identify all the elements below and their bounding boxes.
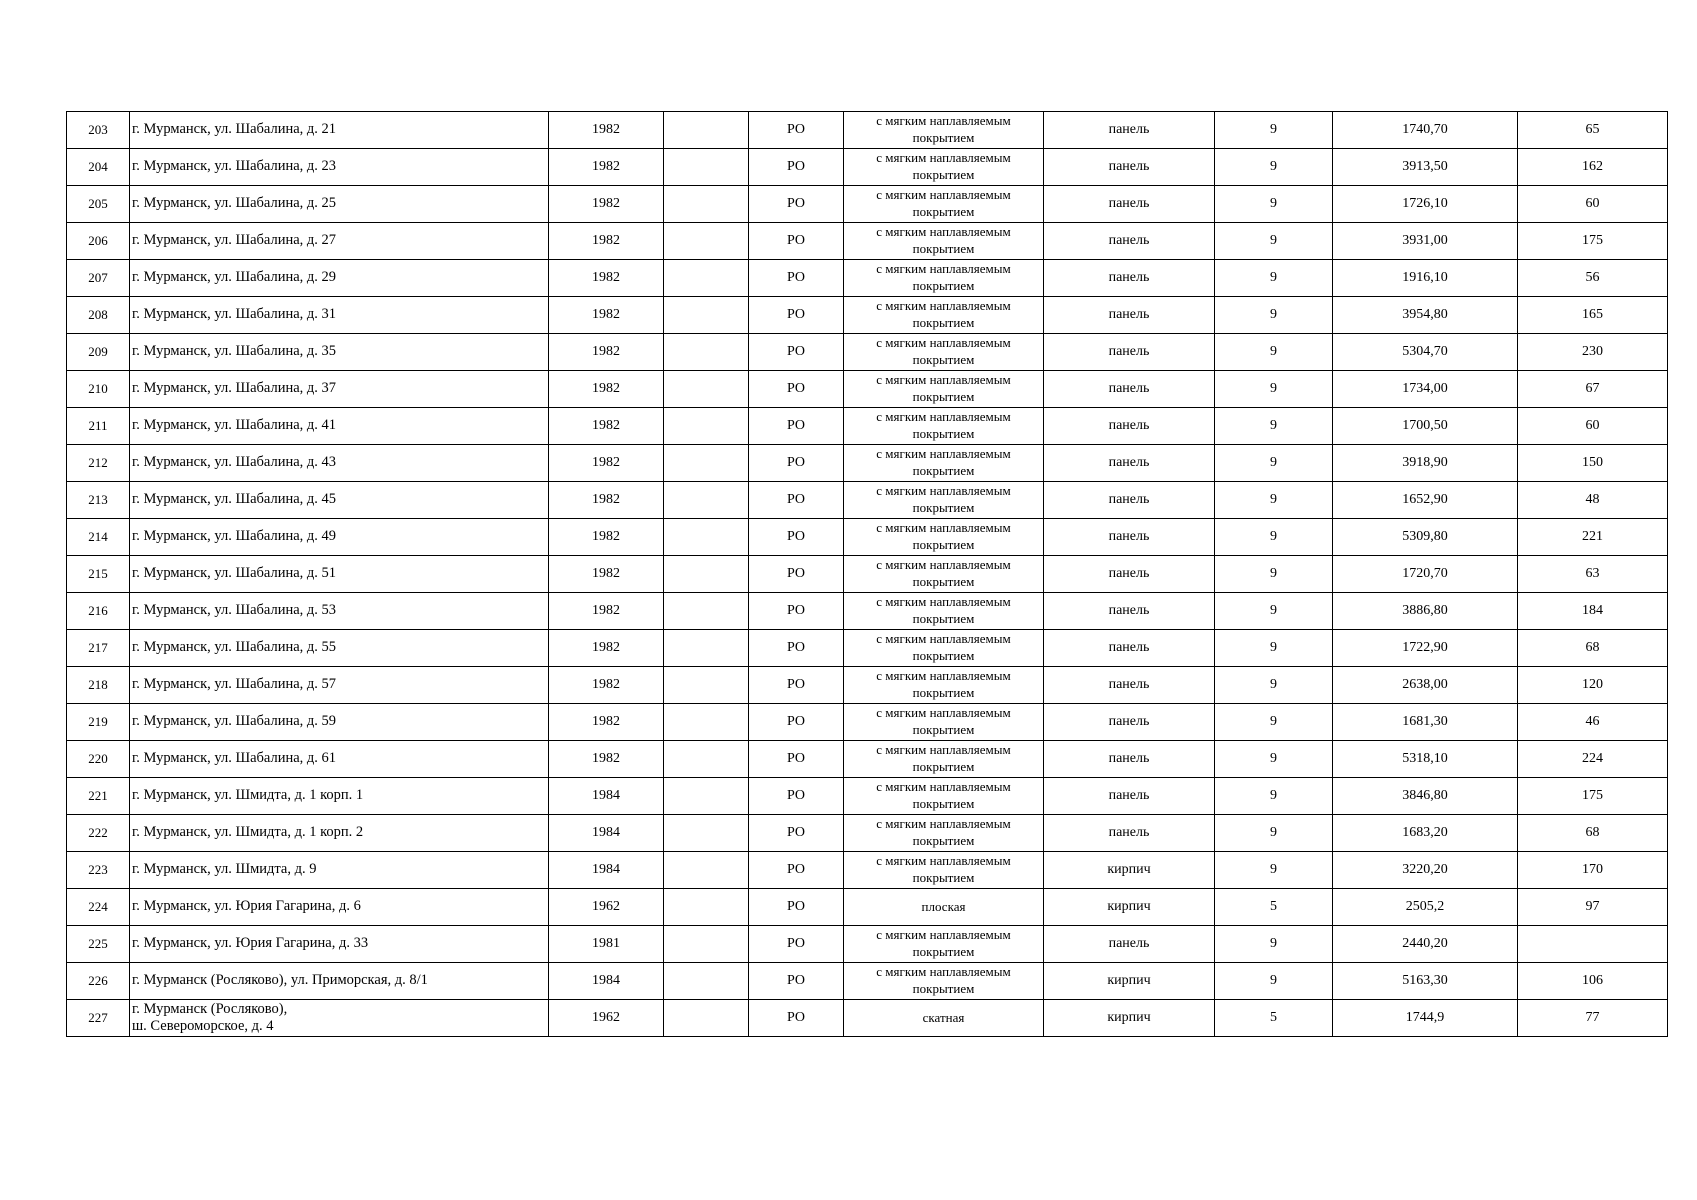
cell-residents: 184 [1518,593,1668,630]
cell-area: 1740,70 [1333,112,1518,149]
table-row [67,741,1668,778]
cell-floors: 9 [1215,926,1333,963]
cell-floors: 9 [1215,223,1333,260]
cell-material: панель [1044,445,1215,482]
cell-area: 3931,00 [1333,223,1518,260]
cell-floors: 9 [1215,741,1333,778]
cell-blank [664,667,749,704]
cell-number: 216 [67,593,130,630]
cell-blank [664,260,749,297]
cell-address: г. Мурманск, ул. Шабалина, д. 61 [130,741,549,778]
table-row [67,556,1668,593]
cell-material: панель [1044,778,1215,815]
cell-blank [664,556,749,593]
cell-category: РО [749,963,844,1000]
cell-address: г. Мурманск, ул. Шмидта, д. 9 [130,852,549,889]
cell-area: 1916,10 [1333,260,1518,297]
cell-category: РО [749,482,844,519]
cell-roof: с мягким наплавляемым покрытием [844,704,1044,741]
table-row [67,852,1668,889]
cell-number: 227 [67,1000,130,1037]
cell-year: 1982 [549,223,664,260]
cell-number: 217 [67,630,130,667]
cell-address: г. Мурманск, ул. Шабалина, д. 27 [130,223,549,260]
cell-blank [664,445,749,482]
cell-residents: 165 [1518,297,1668,334]
table-row [67,408,1668,445]
cell-address: г. Мурманск, ул. Шабалина, д. 59 [130,704,549,741]
cell-year: 1982 [549,149,664,186]
cell-residents: 67 [1518,371,1668,408]
cell-number: 223 [67,852,130,889]
cell-number: 210 [67,371,130,408]
cell-floors: 9 [1215,260,1333,297]
cell-number: 214 [67,519,130,556]
cell-residents: 68 [1518,815,1668,852]
cell-material: кирпич [1044,852,1215,889]
cell-category: РО [749,556,844,593]
cell-blank [664,778,749,815]
cell-floors: 9 [1215,334,1333,371]
cell-floors: 9 [1215,704,1333,741]
cell-roof: с мягким наплавляемым покрытием [844,334,1044,371]
cell-area: 2505,2 [1333,889,1518,926]
cell-number: 207 [67,260,130,297]
cell-number: 225 [67,926,130,963]
cell-floors: 9 [1215,852,1333,889]
cell-area: 3918,90 [1333,445,1518,482]
cell-material: кирпич [1044,963,1215,1000]
cell-year: 1982 [549,297,664,334]
cell-address: г. Мурманск, ул. Шабалина, д. 21 [130,112,549,149]
cell-material: кирпич [1044,1000,1215,1037]
cell-year: 1982 [549,630,664,667]
cell-category: РО [749,408,844,445]
cell-address: г. Мурманск, ул. Шабалина, д. 57 [130,667,549,704]
cell-floors: 5 [1215,889,1333,926]
cell-year: 1982 [549,186,664,223]
cell-blank [664,815,749,852]
cell-year: 1982 [549,260,664,297]
cell-floors: 9 [1215,630,1333,667]
cell-year: 1982 [549,741,664,778]
cell-year: 1962 [549,889,664,926]
cell-number: 209 [67,334,130,371]
cell-blank [664,482,749,519]
cell-category: РО [749,704,844,741]
cell-category: РО [749,223,844,260]
cell-floors: 9 [1215,371,1333,408]
cell-floors: 9 [1215,556,1333,593]
cell-roof: с мягким наплавляемым покрытием [844,852,1044,889]
table-row [67,815,1668,852]
cell-blank [664,926,749,963]
table-row [67,297,1668,334]
cell-material: панель [1044,186,1215,223]
cell-roof: с мягким наплавляемым покрытием [844,223,1044,260]
cell-floors: 9 [1215,593,1333,630]
table-row [67,593,1668,630]
cell-blank [664,593,749,630]
cell-material: панель [1044,112,1215,149]
cell-area: 1720,70 [1333,556,1518,593]
cell-roof: с мягким наплавляемым покрытием [844,815,1044,852]
cell-year: 1982 [549,445,664,482]
cell-category: РО [749,815,844,852]
cell-floors: 9 [1215,445,1333,482]
cell-material: панель [1044,371,1215,408]
cell-year: 1982 [549,408,664,445]
cell-year: 1982 [549,519,664,556]
cell-category: РО [749,186,844,223]
cell-blank [664,223,749,260]
cell-category: РО [749,889,844,926]
cell-roof: с мягким наплавляемым покрытием [844,667,1044,704]
cell-floors: 9 [1215,482,1333,519]
table-row [67,926,1668,963]
cell-area: 1726,10 [1333,186,1518,223]
cell-number: 215 [67,556,130,593]
table-row [67,371,1668,408]
cell-material: панель [1044,149,1215,186]
cell-blank [664,704,749,741]
table-row [67,112,1668,149]
cell-blank [664,186,749,223]
table-row [67,704,1668,741]
cell-floors: 9 [1215,149,1333,186]
cell-roof: с мягким наплавляемым покрытием [844,778,1044,815]
cell-roof: с мягким наплавляемым покрытием [844,112,1044,149]
cell-roof: с мягким наплавляемым покрытием [844,260,1044,297]
cell-residents: 175 [1518,778,1668,815]
cell-address: г. Мурманск, ул. Шабалина, д. 43 [130,445,549,482]
cell-area: 1683,20 [1333,815,1518,852]
cell-number: 206 [67,223,130,260]
cell-blank [664,1000,749,1037]
cell-category: РО [749,926,844,963]
cell-material: панель [1044,704,1215,741]
cell-residents: 77 [1518,1000,1668,1037]
cell-roof: с мягким наплавляемым покрытием [844,371,1044,408]
cell-residents: 162 [1518,149,1668,186]
cell-year: 1984 [549,963,664,1000]
cell-material: панель [1044,556,1215,593]
cell-address: г. Мурманск, ул. Юрия Гагарина, д. 6 [130,889,549,926]
cell-roof: с мягким наплавляемым покрытием [844,630,1044,667]
cell-number: 205 [67,186,130,223]
cell-year: 1984 [549,852,664,889]
cell-blank [664,963,749,1000]
cell-material: панель [1044,334,1215,371]
cell-year: 1982 [549,593,664,630]
cell-residents [1518,926,1668,963]
cell-material: панель [1044,741,1215,778]
table-row [67,630,1668,667]
cell-category: РО [749,445,844,482]
cell-blank [664,741,749,778]
cell-blank [664,149,749,186]
cell-year: 1984 [549,815,664,852]
cell-floors: 9 [1215,297,1333,334]
cell-roof: с мягким наплавляемым покрытием [844,926,1044,963]
cell-area: 5163,30 [1333,963,1518,1000]
cell-number: 218 [67,667,130,704]
cell-area: 1700,50 [1333,408,1518,445]
cell-number: 219 [67,704,130,741]
cell-area: 2638,00 [1333,667,1518,704]
cell-number: 212 [67,445,130,482]
cell-roof: скатная [844,1000,1044,1037]
cell-area: 1722,90 [1333,630,1518,667]
cell-residents: 60 [1518,408,1668,445]
cell-residents: 65 [1518,112,1668,149]
cell-blank [664,112,749,149]
cell-residents: 150 [1518,445,1668,482]
table-row [67,223,1668,260]
cell-address: г. Мурманск, ул. Шабалина, д. 23 [130,149,549,186]
cell-number: 226 [67,963,130,1000]
cell-residents: 60 [1518,186,1668,223]
cell-address: г. Мурманск (Росляково), ул. Приморская, д. 8/1 [130,963,549,1000]
cell-area: 3954,80 [1333,297,1518,334]
cell-area: 3846,80 [1333,778,1518,815]
cell-area: 5309,80 [1333,519,1518,556]
table-row [67,1000,1668,1037]
cell-material: панель [1044,408,1215,445]
cell-category: РО [749,519,844,556]
cell-blank [664,889,749,926]
housing-table [66,111,1668,1037]
table-row [67,334,1668,371]
cell-address: г. Мурманск (Росляково), ш. Североморское, д. 4 [130,1000,549,1037]
table-row [67,260,1668,297]
cell-category: РО [749,297,844,334]
cell-roof: с мягким наплавляемым покрытием [844,445,1044,482]
cell-material: панель [1044,815,1215,852]
cell-residents: 63 [1518,556,1668,593]
cell-number: 224 [67,889,130,926]
cell-floors: 9 [1215,186,1333,223]
cell-roof: с мягким наплавляемым покрытием [844,593,1044,630]
cell-floors: 5 [1215,1000,1333,1037]
cell-floors: 9 [1215,112,1333,149]
cell-floors: 9 [1215,519,1333,556]
cell-address: г. Мурманск, ул. Шабалина, д. 45 [130,482,549,519]
cell-category: РО [749,334,844,371]
cell-roof: с мягким наплавляемым покрытием [844,556,1044,593]
cell-number: 221 [67,778,130,815]
cell-address: г. Мурманск, ул. Шабалина, д. 53 [130,593,549,630]
cell-area: 3220,20 [1333,852,1518,889]
cell-area: 5304,70 [1333,334,1518,371]
cell-address: г. Мурманск, ул. Шабалина, д. 37 [130,371,549,408]
cell-residents: 120 [1518,667,1668,704]
cell-category: РО [749,149,844,186]
cell-residents: 56 [1518,260,1668,297]
cell-material: панель [1044,630,1215,667]
cell-year: 1984 [549,778,664,815]
table-row [67,667,1668,704]
cell-number: 222 [67,815,130,852]
cell-category: РО [749,778,844,815]
cell-residents: 46 [1518,704,1668,741]
cell-year: 1982 [549,704,664,741]
cell-category: РО [749,852,844,889]
cell-residents: 230 [1518,334,1668,371]
table-body [67,112,1668,1037]
cell-area: 2440,20 [1333,926,1518,963]
cell-residents: 106 [1518,963,1668,1000]
cell-year: 1962 [549,1000,664,1037]
cell-residents: 221 [1518,519,1668,556]
cell-area: 1744,9 [1333,1000,1518,1037]
cell-material: панель [1044,593,1215,630]
cell-address: г. Мурманск, ул. Шмидта, д. 1 корп. 1 [130,778,549,815]
cell-floors: 9 [1215,963,1333,1000]
cell-material: панель [1044,667,1215,704]
cell-category: РО [749,112,844,149]
cell-blank [664,371,749,408]
cell-year: 1982 [549,112,664,149]
table-row [67,445,1668,482]
cell-area: 3913,50 [1333,149,1518,186]
cell-blank [664,852,749,889]
cell-material: панель [1044,260,1215,297]
cell-year: 1982 [549,667,664,704]
cell-category: РО [749,741,844,778]
cell-roof: с мягким наплавляемым покрытием [844,297,1044,334]
cell-number: 204 [67,149,130,186]
cell-category: РО [749,593,844,630]
cell-material: панель [1044,223,1215,260]
cell-number: 203 [67,112,130,149]
cell-residents: 224 [1518,741,1668,778]
cell-residents: 170 [1518,852,1668,889]
cell-area: 1734,00 [1333,371,1518,408]
cell-category: РО [749,260,844,297]
cell-address: г. Мурманск, ул. Шабалина, д. 55 [130,630,549,667]
table-row [67,889,1668,926]
cell-residents: 68 [1518,630,1668,667]
cell-category: РО [749,667,844,704]
table-row [67,519,1668,556]
cell-roof: с мягким наплавляемым покрытием [844,149,1044,186]
cell-blank [664,630,749,667]
cell-material: панель [1044,297,1215,334]
cell-floors: 9 [1215,408,1333,445]
cell-roof: с мягким наплавляемым покрытием [844,408,1044,445]
cell-blank [664,334,749,371]
cell-blank [664,408,749,445]
table-row [67,149,1668,186]
cell-year: 1982 [549,482,664,519]
cell-residents: 97 [1518,889,1668,926]
cell-roof: с мягким наплавляемым покрытием [844,741,1044,778]
cell-number: 213 [67,482,130,519]
cell-address: г. Мурманск, ул. Шабалина, д. 29 [130,260,549,297]
cell-category: РО [749,1000,844,1037]
cell-number: 220 [67,741,130,778]
cell-material: кирпич [1044,889,1215,926]
cell-roof: с мягким наплавляемым покрытием [844,963,1044,1000]
cell-roof: с мягким наплавляемым покрытием [844,519,1044,556]
table-row [67,186,1668,223]
cell-area: 1681,30 [1333,704,1518,741]
cell-residents: 48 [1518,482,1668,519]
cell-residents: 175 [1518,223,1668,260]
table-row [67,482,1668,519]
table-row [67,778,1668,815]
cell-material: панель [1044,482,1215,519]
cell-address: г. Мурманск, ул. Юрия Гагарина, д. 33 [130,926,549,963]
cell-year: 1982 [549,334,664,371]
cell-address: г. Мурманск, ул. Шабалина, д. 25 [130,186,549,223]
cell-floors: 9 [1215,815,1333,852]
cell-category: РО [749,371,844,408]
cell-year: 1982 [549,371,664,408]
cell-address: г. Мурманск, ул. Шабалина, д. 35 [130,334,549,371]
cell-material: панель [1044,926,1215,963]
cell-floors: 9 [1215,778,1333,815]
cell-number: 211 [67,408,130,445]
cell-number: 208 [67,297,130,334]
cell-address: г. Мурманск, ул. Шабалина, д. 51 [130,556,549,593]
cell-address: г. Мурманск, ул. Шабалина, д. 41 [130,408,549,445]
cell-roof: плоская [844,889,1044,926]
table-row [67,963,1668,1000]
cell-category: РО [749,630,844,667]
cell-area: 5318,10 [1333,741,1518,778]
cell-roof: с мягким наплавляемым покрытием [844,186,1044,223]
cell-blank [664,297,749,334]
cell-address: г. Мурманск, ул. Шабалина, д. 49 [130,519,549,556]
cell-year: 1982 [549,556,664,593]
cell-blank [664,519,749,556]
cell-address: г. Мурманск, ул. Шмидта, д. 1 корп. 2 [130,815,549,852]
cell-area: 1652,90 [1333,482,1518,519]
cell-material: панель [1044,519,1215,556]
cell-area: 3886,80 [1333,593,1518,630]
cell-year: 1981 [549,926,664,963]
cell-roof: с мягким наплавляемым покрытием [844,482,1044,519]
cell-address: г. Мурманск, ул. Шабалина, д. 31 [130,297,549,334]
cell-floors: 9 [1215,667,1333,704]
